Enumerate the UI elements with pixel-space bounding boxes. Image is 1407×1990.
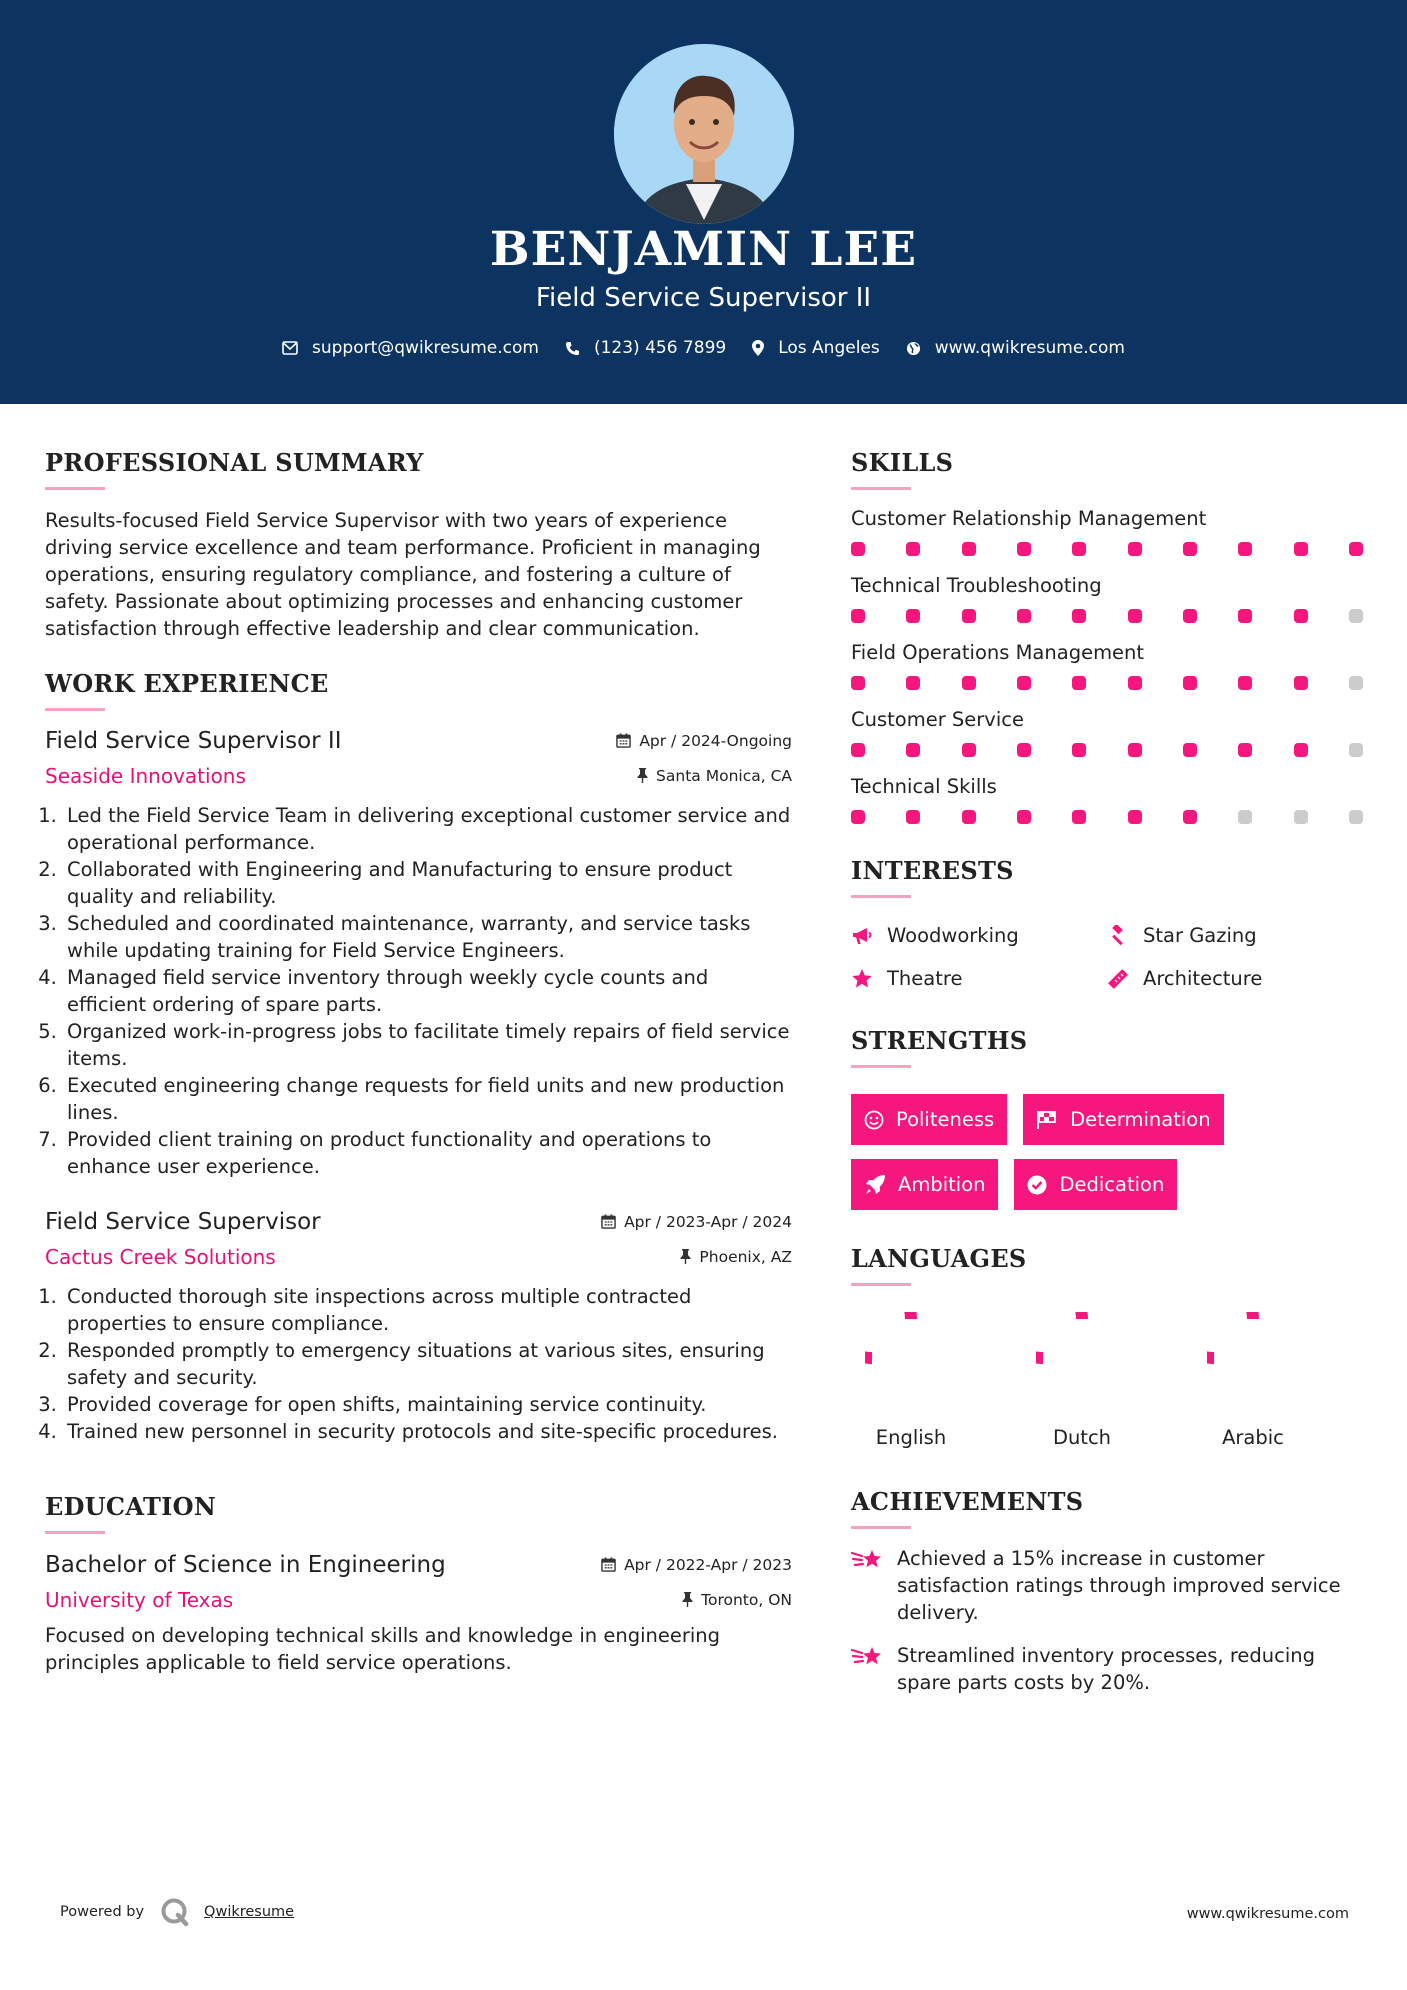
job-entry <box>45 1209 792 1445</box>
pushpin-icon <box>637 768 648 783</box>
skill-dot <box>1349 542 1363 556</box>
skill-dot <box>906 676 920 690</box>
skill-dot <box>962 743 976 757</box>
list-item: 4. Managed field service inventory through weekly cycle counts and efficient ordering of spare parts. <box>63 964 792 1018</box>
skill-rating <box>851 810 1363 824</box>
language-item <box>851 1312 1022 1449</box>
skill-item <box>851 708 1366 757</box>
contact-location <box>752 338 880 358</box>
job-dates: Apr / 2024-Ongoing <box>616 732 792 750</box>
skill-item <box>851 507 1366 556</box>
title-underline <box>45 487 105 490</box>
website-text: www.qwikresume.com <box>934 338 1125 358</box>
check-circle-icon <box>1027 1175 1047 1195</box>
skill-item <box>851 775 1366 824</box>
calendar-icon <box>601 1214 616 1229</box>
skills-section <box>851 448 1366 824</box>
company-name: Seaside Innovations <box>45 764 246 788</box>
skill-dot <box>1017 810 1031 824</box>
list-item: 7. Provided client training on product functionality and operations to enhance user experience. <box>63 1126 792 1180</box>
interest-item: Architecture <box>1107 967 1363 990</box>
list-item: 1. Led the Field Service Team in delivering exceptional customer service and operational performance. <box>63 802 792 856</box>
skill-dot <box>1349 743 1363 757</box>
rocket-icon <box>864 1174 886 1196</box>
gavel-icon <box>1107 925 1129 947</box>
qwikresume-logo-icon <box>160 1897 190 1927</box>
skill-dot <box>1072 743 1086 757</box>
list-item: 1. Conducted thorough site inspections across multiple contracted properties to ensure compliance. <box>63 1283 792 1337</box>
footer-website[interactable]: www.qwikresume.com <box>1186 1906 1349 1922</box>
skill-dot <box>962 609 976 623</box>
skills-list <box>851 507 1366 824</box>
interests-list <box>851 924 1366 990</box>
skill-dot <box>851 542 865 556</box>
smile-icon <box>864 1110 884 1130</box>
footer-powered-by <box>60 1897 294 1927</box>
job-entry <box>45 728 792 1180</box>
skill-dot <box>1017 542 1031 556</box>
experience-title: WORK EXPERIENCE <box>45 669 329 698</box>
skill-dot <box>851 810 865 824</box>
skill-dot <box>1072 676 1086 690</box>
list-item: 6. Executed engineering change requests for field units and new production lines. <box>63 1072 792 1126</box>
list-item: 5. Organized work-in-progress jobs to facilitate timely repairs of field service items. <box>63 1018 792 1072</box>
skill-dot <box>1072 542 1086 556</box>
skill-dot <box>1128 676 1142 690</box>
list-item: 2. Responded promptly to emergency situations at various sites, ensuring safety and security. <box>63 1337 792 1391</box>
skill-name: Technical Troubleshooting <box>851 574 1102 597</box>
phone-icon <box>565 341 580 356</box>
skill-dot <box>1072 609 1086 623</box>
interest-item: Woodworking <box>851 924 1107 947</box>
skill-dot <box>1183 676 1197 690</box>
education-location: Toronto, ON <box>682 1591 792 1609</box>
left-column <box>45 448 792 1676</box>
shooting-star-icon <box>851 1547 885 1573</box>
language-name: Dutch <box>1052 1426 1112 1449</box>
candidate-name: BENJAMIN LEE <box>489 222 918 277</box>
list-item: 4. Trained new personnel in security protocols and site-specific procedures. <box>63 1418 792 1445</box>
skill-dot <box>851 609 865 623</box>
person-photo <box>614 44 794 224</box>
education-section <box>45 1492 792 1676</box>
star-icon <box>851 968 873 989</box>
skill-rating <box>851 676 1363 690</box>
degree-title: Bachelor of Science in Engineering <box>45 1552 446 1578</box>
powered-by-text: Powered by <box>60 1904 145 1920</box>
contact-website[interactable] <box>906 338 1125 358</box>
title-underline <box>45 708 105 711</box>
skill-item <box>851 574 1366 623</box>
strengths-list <box>851 1094 1281 1210</box>
job-title: Field Service Supervisor <box>45 1209 321 1235</box>
language-progress-arc <box>1207 1312 1253 1358</box>
skill-dot <box>1349 676 1363 690</box>
job-location: Phoenix, AZ <box>680 1248 792 1266</box>
list-item: 2. Collaborated with Engineering and Manufacturing to ensure product quality and reliability. <box>63 856 792 910</box>
skill-dot <box>906 609 920 623</box>
interest-item: Star Gazing <box>1107 924 1363 947</box>
globe-icon <box>906 341 921 356</box>
skill-dot <box>906 810 920 824</box>
flag-icon <box>1036 1110 1058 1130</box>
job-location: Santa Monica, CA <box>637 767 792 785</box>
education-text: Focused on developing technical skills and knowledge in engineering principles applicable to field service operations. <box>45 1624 721 1674</box>
title-underline <box>851 487 911 490</box>
language-progress-ring <box>865 1312 957 1404</box>
work-experience-section <box>45 669 792 1445</box>
avatar <box>614 44 794 224</box>
contact-phone[interactable] <box>565 338 726 358</box>
responsibility-list <box>45 1283 792 1445</box>
title-underline <box>851 1283 911 1286</box>
skill-dot <box>1183 810 1197 824</box>
skill-dot <box>1349 810 1363 824</box>
envelope-icon <box>282 341 298 355</box>
strength-badge: Determination <box>1023 1094 1223 1145</box>
contact-email[interactable] <box>282 338 539 358</box>
summary-title: PROFESSIONAL SUMMARY <box>45 448 424 477</box>
achievements-list <box>851 1545 1366 1696</box>
location-text: Los Angeles <box>778 338 880 358</box>
job-title: Field Service Supervisor II <box>45 728 342 754</box>
language-name: English <box>875 1426 947 1449</box>
languages-list <box>851 1312 1366 1449</box>
achievements-title: ACHIEVEMENTS <box>851 1487 1084 1516</box>
language-progress-arc <box>1036 1312 1082 1358</box>
list-item: 3. Scheduled and coordinated maintenance, warranty, and service tasks while updating training for Field Service Engineers. <box>63 910 792 964</box>
language-progress-ring <box>1036 1312 1128 1404</box>
skill-dot <box>1294 743 1308 757</box>
language-item <box>1193 1312 1364 1449</box>
skills-title: SKILLS <box>851 448 954 477</box>
calendar-icon <box>601 1557 616 1572</box>
skill-dot <box>962 810 976 824</box>
skill-name: Field Operations Management <box>851 641 1145 664</box>
education-entry <box>45 1552 792 1676</box>
strengths-title: STRENGTHS <box>851 1026 1028 1055</box>
education-dates: Apr / 2022-Apr / 2023 <box>601 1556 792 1574</box>
skill-dot <box>1128 743 1142 757</box>
responsibility-list <box>45 802 792 1180</box>
skill-dot <box>851 743 865 757</box>
job-dates: Apr / 2023-Apr / 2024 <box>601 1213 792 1231</box>
education-title: EDUCATION <box>45 1492 217 1521</box>
title-underline <box>851 1065 911 1068</box>
title-underline <box>851 1526 911 1529</box>
phone-text: (123) 456 7899 <box>593 338 727 358</box>
shooting-star-icon <box>851 1644 885 1670</box>
skill-name: Technical Skills <box>851 775 997 798</box>
skill-name: Customer Service <box>851 708 1024 731</box>
right-column <box>851 448 1366 1696</box>
language-progress-arc <box>865 1312 911 1358</box>
skill-dot <box>1238 609 1252 623</box>
skill-rating <box>851 609 1363 623</box>
achievement-item: Streamlined inventory processes, reducing spare parts costs by 20%. <box>851 1642 1366 1696</box>
skill-dot <box>1183 542 1197 556</box>
language-progress-ring <box>1207 1312 1299 1404</box>
strength-badge: Ambition <box>851 1159 998 1210</box>
skill-dot <box>1294 810 1308 824</box>
skill-dot <box>1238 542 1252 556</box>
title-underline <box>45 1531 105 1534</box>
skill-dot <box>1017 609 1031 623</box>
skill-dot <box>1128 810 1142 824</box>
strength-badge: Politeness <box>851 1094 1007 1145</box>
skill-dot <box>1072 810 1086 824</box>
languages-title: LANGUAGES <box>851 1244 1027 1273</box>
languages-section <box>851 1244 1366 1449</box>
professional-summary-section <box>45 448 792 642</box>
megaphone-icon <box>851 926 873 946</box>
skill-dot <box>1128 609 1142 623</box>
contact-bar <box>0 338 1407 358</box>
title-underline <box>851 895 911 898</box>
skill-dot <box>1294 676 1308 690</box>
skill-dot <box>1183 609 1197 623</box>
skill-dot <box>1294 609 1308 623</box>
skill-dot <box>1238 676 1252 690</box>
skill-rating <box>851 542 1363 556</box>
skill-dot <box>1017 676 1031 690</box>
resume-header <box>0 0 1407 404</box>
email-text: support@qwikresume.com <box>312 338 539 358</box>
pushpin-icon <box>680 1249 691 1264</box>
interests-title: INTERESTS <box>851 856 1014 885</box>
language-item <box>1022 1312 1193 1449</box>
strengths-section <box>851 1026 1366 1210</box>
skill-dot <box>1238 743 1252 757</box>
skill-dot <box>1349 609 1363 623</box>
skill-rating <box>851 743 1363 757</box>
school-name: University of Texas <box>45 1588 234 1612</box>
skill-dot <box>1294 542 1308 556</box>
company-name: Cactus Creek Solutions <box>45 1245 276 1269</box>
ruler-icon <box>1107 968 1129 990</box>
pushpin-icon <box>682 1592 693 1607</box>
skill-name: Customer Relationship Management <box>851 507 1207 530</box>
skill-dot <box>962 676 976 690</box>
skill-dot <box>1128 542 1142 556</box>
skill-dot <box>1238 810 1252 824</box>
achievements-section <box>851 1487 1366 1696</box>
map-pin-icon <box>752 340 764 356</box>
skill-dot <box>1183 743 1197 757</box>
summary-text: Results-focused Field Service Supervisor with two years of experience driving service excellence and team performance. Proficient in managing operations, ensuring regulatory compliance, and fostering a culture of safety. Passionate about optimizing processes and enhancing customer satisfaction through effective leadership and clear communication. <box>45 509 761 640</box>
achievement-item: Achieved a 15% increase in customer satisfaction ratings through improved service delivery. <box>851 1545 1366 1626</box>
interests-section <box>851 856 1366 990</box>
interest-item: Theatre <box>851 967 1107 990</box>
list-item: 3. Provided coverage for open shifts, maintaining service continuity. <box>63 1391 792 1418</box>
skill-dot <box>1017 743 1031 757</box>
strength-badge: Dedication <box>1014 1159 1177 1210</box>
skill-dot <box>906 542 920 556</box>
calendar-icon <box>616 733 631 748</box>
skill-item <box>851 641 1366 690</box>
brand-link[interactable]: Qwikresume <box>204 1904 295 1920</box>
skill-dot <box>851 676 865 690</box>
skill-dot <box>962 542 976 556</box>
candidate-role: Field Service Supervisor II <box>535 283 872 313</box>
language-name: Arabic <box>1222 1426 1284 1449</box>
skill-dot <box>906 743 920 757</box>
